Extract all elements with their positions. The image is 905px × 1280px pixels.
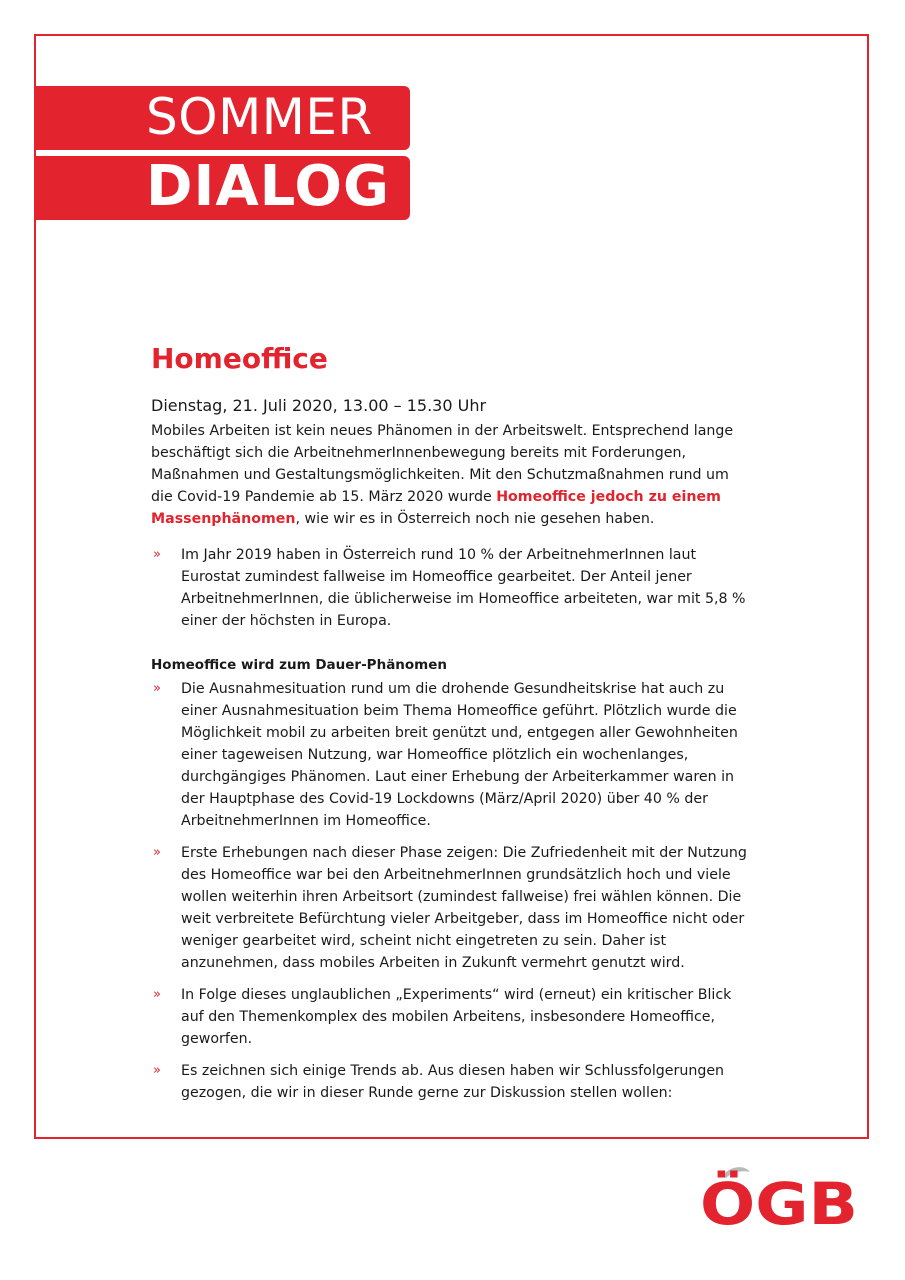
list-item [151, 544, 751, 632]
list-item [151, 842, 751, 974]
logo-dialog: DIALOG [36, 156, 410, 220]
logo-sommer: SOMMER [36, 86, 410, 150]
list-item [151, 984, 751, 1050]
bullet-marker: » [153, 987, 161, 1002]
list-item-text: Es zeichnen sich einige Trends ab. Aus diesen haben wir Schlussfolgerungen gezogen, die wir in dieser Runde gerne zur Diskussion stellen wollen: [181, 1063, 725, 1101]
article-title: Homeoffice [151, 342, 328, 375]
list-item-text: Die Ausnahmesituation rund um die drohende Gesundheitskrise hat auch zu einer Ausnahmesituation beim Thema Homeoffice geführt. Plötzlich wurde die Möglichkeit mobil zu arbeiten breit genützt und, entgegen aller Gewohnheiten einer tageweisen Nutzung, war Homeoffice plötzlich ein wochenlanges, durchgängiges Phänomen. Laut einer Erhebung der Arbeiterkammer waren in der Hauptphase des Covid-19 Lockdowns (März/April 2020) über 40 % der ArbeitnehmerInnen im Homeoffice. [181, 681, 738, 829]
list-item [151, 678, 751, 832]
section-bullet-list [151, 678, 751, 1104]
intro-text-end: , wie wir es in Österreich noch nie gesehen haben. [295, 511, 655, 527]
intro-highlight: Homeoffice jedoch zu einem Massenphänomen [151, 489, 721, 527]
list-item-text: Im Jahr 2019 haben in Österreich rund 10 % der ArbeitnehmerInnen laut Eurostat zumindest fallweise im Homeoffice gearbeitet. Der Anteil jener ArbeitnehmerInnen, die üblicherweise im Homeoffice arbeiteten, war mit 5,8 % einer der höchsten in Europa. [181, 547, 746, 629]
intro-text: Mobiles Arbeiten ist kein neues Phänomen in der Arbeitswelt. Entsprechend lange beschäftigt sich die ArbeitnehmerInnenbewegung bereits mit Forderungen, Maßnahmen und Gestaltungsmöglichkeiten. Mit den Schutzmaßnahmen rund um die Covid-19 Pandemie ab 15. März 2020 wurde [151, 423, 734, 505]
intro-bullet-list [151, 544, 751, 632]
list-item-text: Erste Erhebungen nach dieser Phase zeigen: Die Zufriedenheit mit der Nutzung des Homeoffice war bei den ArbeitnehmerInnen grundsätzlich hoch und viele wollen weiterhin ihren Arbeitsort (zumindest fallweise) frei wählen können. Die weit verbreitete Befürchtung vieler Arbeitgeber, dass im Homeoffice nicht oder weniger gearbeitet wird, scheint nicht eingetreten zu sein. Daher ist anzunehmen, dass mobiles Arbeiten in Zukunft vermehrt genutzt wird. [181, 845, 747, 971]
bullet-marker: » [153, 547, 161, 562]
list-item [151, 1060, 751, 1104]
intro-paragraph [151, 420, 751, 530]
event-date: Dienstag, 21. Juli 2020, 13.00 – 15.30 Uhr [151, 396, 487, 415]
bullet-marker: » [153, 845, 161, 860]
list-item-text: In Folge dieses unglaublichen „Experiments“ wird (erneut) ein kritischer Blick auf den Themenkomplex des mobilen Arbeitens, insbesondere Homeoffice, geworfen. [181, 987, 732, 1047]
section-heading: Homeoffice wird zum Dauer-Phänomen [151, 657, 448, 673]
ogb-logo [700, 1166, 860, 1228]
article [151, 340, 751, 1104]
ogb-logo-text: ÖGB [700, 1170, 842, 1228]
bullet-marker: » [153, 1063, 161, 1078]
bullet-marker: » [153, 681, 161, 696]
